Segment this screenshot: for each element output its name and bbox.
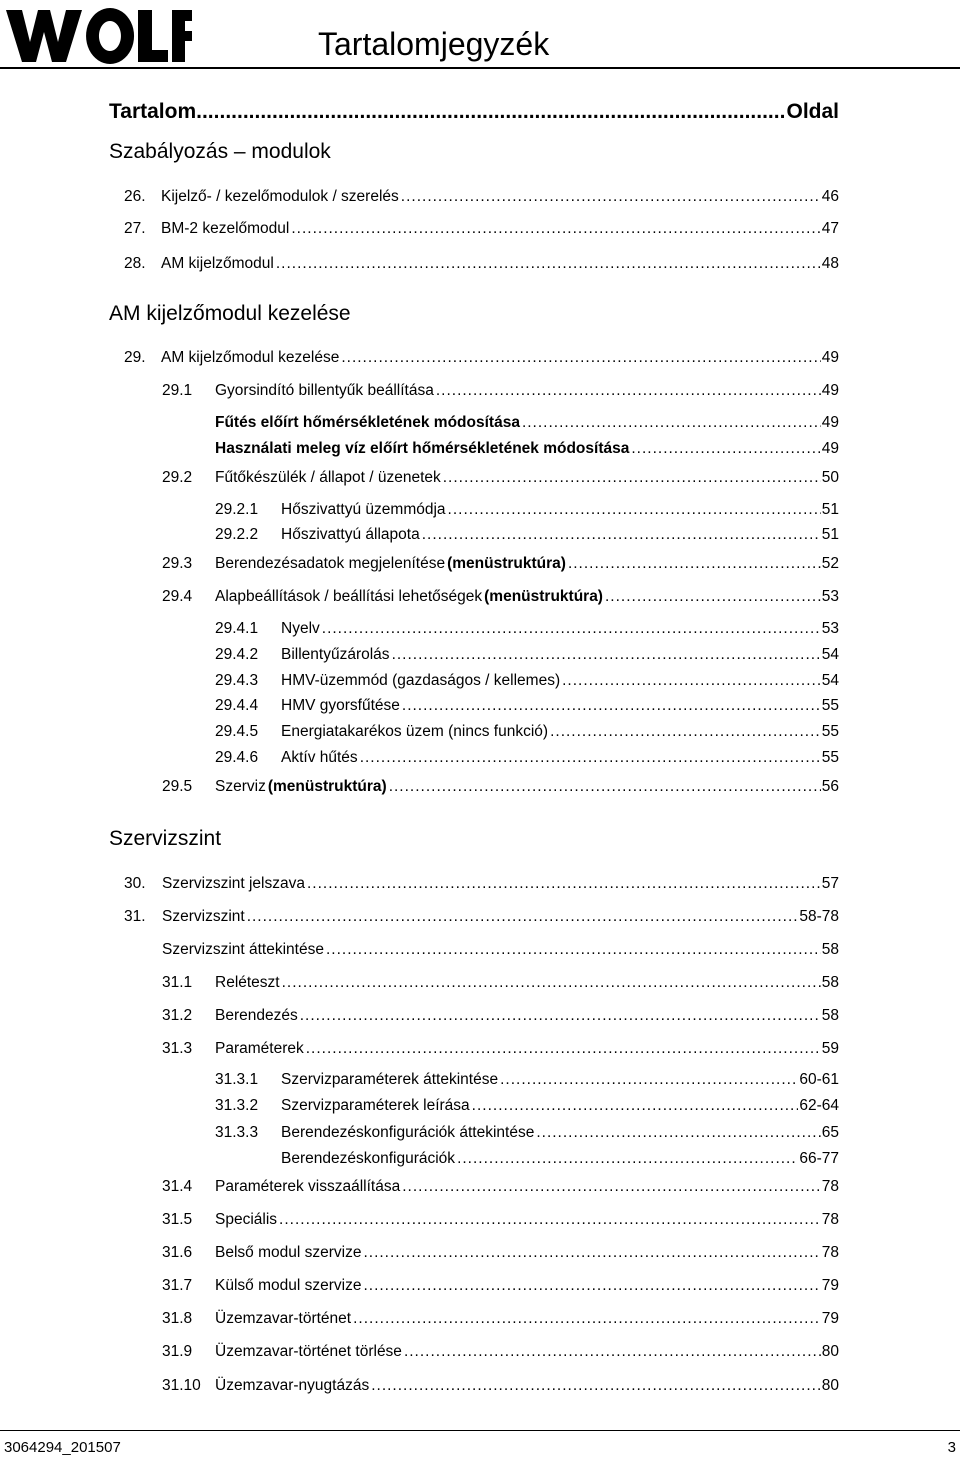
toc-entry[interactable]: 29.4.6 Aktív hűtés ..... 55 (215, 746, 839, 770)
toc-entry[interactable]: 27. BM-2 kezelőmodul ..... 47 (124, 217, 839, 241)
toc-entry[interactable]: 31.7 Külső modul szervize ..... 79 (162, 1274, 839, 1298)
toc-entry[interactable]: 29.2 Fűtőkészülék / állapot / üzenetek ..... 50 (162, 466, 839, 490)
toc-entry[interactable]: 31.3.2 Szervizparaméterek leírása ..... 62-64 (215, 1094, 839, 1118)
toc-entry[interactable]: 31.3 Paraméterek ..... 59 (162, 1037, 839, 1061)
toc-entry[interactable]: 28. AM kijelzőmodul ..... 48 (124, 252, 839, 276)
toc-entry[interactable]: 26. Kijelző- / kezelőmodulok / szerelés ..... 46 (124, 185, 839, 209)
toc-entry[interactable]: 29.2.1 Hőszivattyú üzemmódja ..... 51 (215, 498, 839, 522)
toc-entry[interactable]: 29.3 Berendezésadatok megjelenítése (menüstruktúra) ..... 52 (162, 552, 839, 576)
toc-entry[interactable]: 31. Szervizszint ..... 58-78 (124, 905, 839, 929)
toc-header-leader (196, 98, 786, 126)
toc-entry[interactable]: 29.5 Szerviz (menüstruktúra) ..... 56 (162, 775, 839, 799)
footer-divider (0, 1430, 960, 1431)
toc-entry[interactable]: 29.1 Gyorsindító billentyűk beállítása ..... 49 (162, 379, 839, 403)
toc-entry[interactable]: 31.10 Üzemzavar-nyugtázás ..... 80 (162, 1374, 839, 1398)
toc-entry[interactable]: 29. AM kijelzőmodul kezelése ..... 49 (124, 346, 839, 370)
toc-label: Tartalom (109, 100, 197, 123)
toc-entry[interactable]: 31.1 Reléteszt ..... 58 (162, 971, 839, 995)
toc-entry[interactable]: 31.5 Speciális ..... 78 (162, 1208, 839, 1232)
page-title: Tartalomjegyzék (318, 26, 550, 62)
toc-header (109, 98, 839, 126)
toc-entry[interactable]: Használati meleg víz előírt hőmérsékletének módosítása ..... 49 (215, 437, 839, 461)
toc-entry[interactable]: Szervizszint áttekintése ..... 58 (162, 938, 839, 962)
toc-entry[interactable]: 29.4.5 Energiatakarékos üzem (nincs funkció) ..... 55 (215, 720, 839, 744)
wolf-logo (6, 8, 192, 64)
toc-entry[interactable]: 29.2.2 Hőszivattyú állapota ..... 51 (215, 523, 839, 547)
toc-entry[interactable]: Fűtés előírt hőmérsékletének módosítása ..... 49 (215, 411, 839, 435)
toc-entry[interactable]: 31.4 Paraméterek visszaállítása ..... 78 (162, 1175, 839, 1199)
section-heading: Szervizszint (109, 827, 222, 850)
toc-entry[interactable]: 29.4.1 Nyelv ..... 53 (215, 617, 839, 641)
section-heading: AM kijelzőmodul kezelése (109, 302, 351, 325)
toc-entry[interactable]: 29.4.4 HMV gyorsfűtése ..... 55 (215, 694, 839, 718)
section-heading: Szabályozás – modulok (109, 140, 331, 163)
toc-entry[interactable]: 31.6 Belső modul szervize ..... 78 (162, 1241, 839, 1265)
toc-entry[interactable]: 29.4.3 HMV-üzemmód (gazdaságos / kellemes) ..... 54 (215, 669, 839, 693)
toc-entry[interactable]: Berendezéskonfigurációk ..... 66-77 (281, 1147, 839, 1171)
toc-entry[interactable]: 31.9 Üzemzavar-történet törlése ..... 80 (162, 1340, 839, 1364)
toc-entry[interactable]: 30. Szervizszint jelszava ..... 57 (124, 872, 839, 896)
toc-entry[interactable]: 29.4 Alapbeállítások / beállítási lehetőségek (menüstruktúra) ..... 53 (162, 585, 839, 609)
toc-entry[interactable]: 31.2 Berendezés ..... 58 (162, 1004, 839, 1028)
header-divider (0, 67, 960, 69)
toc-entry[interactable]: 31.3.3 Berendezéskonfigurációk áttekintése ..... 65 (215, 1121, 839, 1145)
toc-page-label: Oldal (786, 100, 839, 123)
toc-entry[interactable]: 29.4.2 Billentyűzárolás ..... 54 (215, 643, 839, 667)
document-code: 3064294_201507 (4, 1439, 121, 1456)
toc-entry[interactable]: 31.3.1 Szervizparaméterek áttekintése ..... 60-61 (215, 1068, 839, 1092)
toc-entry[interactable]: 31.8 Üzemzavar-történet ..... 79 (162, 1307, 839, 1331)
page-number: 3 (947, 1439, 956, 1456)
